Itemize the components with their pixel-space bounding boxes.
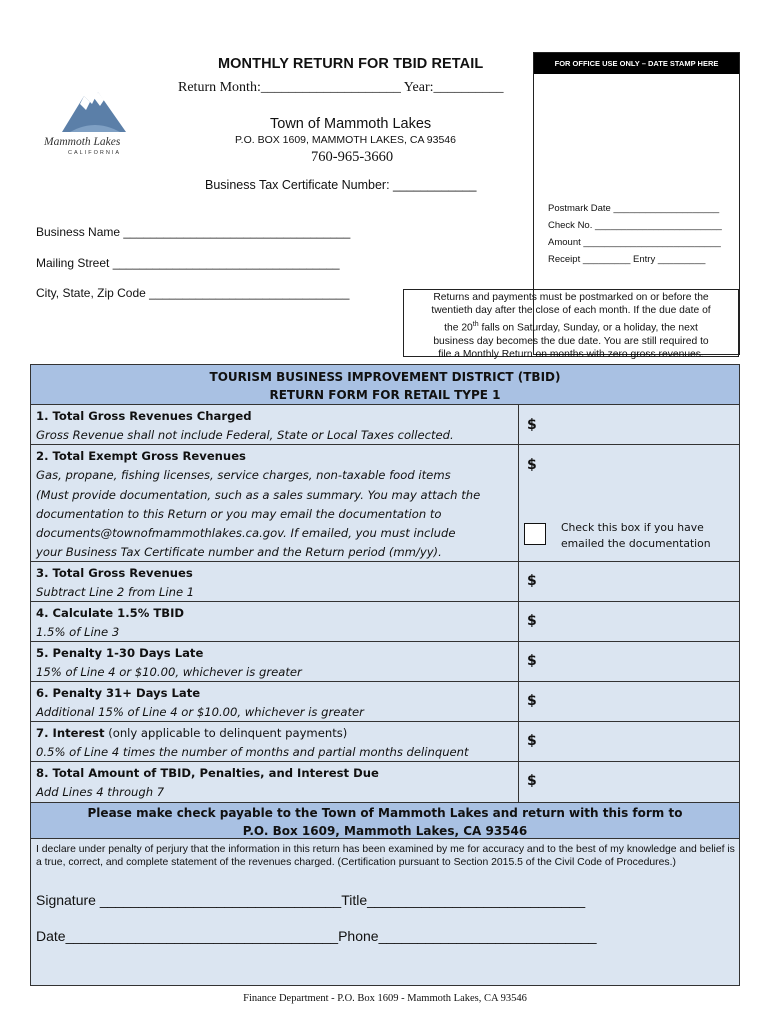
line-6-amount[interactable]: $: [527, 693, 537, 709]
line-desc: 15% of Line 4 or $10.00, whichever is greater: [36, 665, 302, 680]
notice-line: Returns and payments must be postmarked on or before the: [433, 292, 709, 303]
logo-state: CALIFORNIA: [68, 150, 122, 156]
form-heading-line2: RETURN FORM FOR RETAIL TYPE 1: [269, 388, 501, 402]
check-no-field[interactable]: Check No. ________________________: [548, 220, 722, 231]
line-8-amount[interactable]: $: [527, 773, 537, 789]
town-phone: 760-965-3660: [311, 149, 394, 165]
checkbox-label: Check this box if you have emailed the documentation: [561, 521, 711, 550]
date-phone-field[interactable]: Date___________________________________Phone____________________________: [36, 928, 597, 944]
declaration-text: I declare under penalty of perjury that the information in this return has been examined by me for accuracy and to the best of my knowledge and belief is a true, correct, and complete statement of the revenues charged. (Certification pursuant to Section 2015.5 of the Civil Code of Procedures.): [36, 844, 735, 869]
footer-address: Finance Department - P.O. Box 1609 - Mammoth Lakes, CA 93546: [243, 993, 527, 1004]
mammoth-lakes-logo: [40, 88, 152, 164]
notice-line: business day becomes the due date. You are still required to: [433, 335, 709, 347]
mailing-street-field[interactable]: Mailing Street __________________________________: [36, 256, 340, 270]
line-desc: Additional 15% of Line 4 or $10.00, whichever is greater: [36, 705, 364, 720]
town-name: Town of Mammoth Lakes: [270, 116, 432, 132]
line-label: 6. Penalty 31+ Days Late: [36, 686, 201, 700]
line-6-row: [31, 682, 739, 722]
payable-line1: Please make check payable to the Town of Mammoth Lakes and return with this form to: [87, 806, 683, 820]
line-1-row: [31, 405, 739, 445]
emailed-documentation-checkbox[interactable]: [524, 523, 546, 545]
line-label-suffix: (only applicable to delinquent payments): [104, 726, 348, 740]
amount-field[interactable]: Amount __________________________: [548, 237, 721, 248]
payable-instructions: [31, 802, 739, 839]
town-address: P.O. BOX 1609, MAMMOTH LAKES, CA 93546: [235, 134, 456, 146]
tbid-return-form: [30, 364, 740, 986]
notice-line: twentieth day after the close of each month. If the due date of: [431, 305, 711, 317]
signature-title-field[interactable]: Signature _______________________________Title____________________________: [36, 892, 586, 908]
notice-line: [404, 318, 738, 335]
form-heading-line1: TOURISM BUSINESS IMPROVEMENT DISTRICT (TBID): [209, 370, 561, 384]
line-label: 1. Total Gross Revenues Charged: [36, 409, 252, 423]
notice-sup: th: [472, 320, 479, 328]
line-label: 7. Interest: [36, 726, 105, 740]
line-desc: 0.5% of Line 4 times the number of months and partial months delinquent: [36, 745, 469, 760]
line-7-row: [31, 722, 739, 762]
notice-text: the 20: [444, 322, 473, 334]
postmark-date-field[interactable]: Postmark Date ____________________: [548, 203, 720, 214]
notice-line: file a Monthly Return on months with zero gross revenues.: [438, 349, 704, 361]
line-desc: documents@townofmammothlakes.ca.gov. If emailed, you must include: [36, 526, 456, 541]
line-label: 4. Calculate 1.5% TBID: [36, 606, 185, 620]
line-7-amount[interactable]: $: [527, 733, 537, 749]
receipt-entry-field[interactable]: Receipt _________ Entry _________: [548, 254, 706, 265]
line-3-row: [31, 562, 739, 602]
line-2-row: [31, 445, 739, 562]
business-name-field[interactable]: Business Name __________________________________: [36, 225, 351, 239]
line-desc: Subtract Line 2 from Line 1: [36, 585, 195, 600]
due-date-notice: [403, 289, 739, 361]
line-2-amount[interactable]: $: [527, 457, 537, 473]
logo-wordmark: Mammoth Lakes: [44, 136, 121, 148]
line-desc: (Must provide documentation, such as a sales summary. You may attach the: [36, 487, 481, 502]
line-label: 8. Total Amount of TBID, Penalties, and Interest Due: [36, 766, 379, 780]
office-use-heading: FOR OFFICE USE ONLY – DATE STAMP HERE: [534, 53, 739, 74]
form-heading: [31, 365, 739, 405]
city-state-zip-field[interactable]: City, State, Zip Code ______________________________: [36, 286, 350, 300]
line-5-amount[interactable]: $: [527, 653, 537, 669]
line-3-amount[interactable]: $: [527, 573, 537, 589]
line-desc: Gas, propane, fishing licenses, service charges, non-taxable food items: [36, 468, 451, 483]
return-month-year-field[interactable]: Return Month:____________________ Year:__________: [178, 80, 504, 95]
line-label: 3. Total Gross Revenues: [36, 566, 193, 580]
business-tax-certificate-field[interactable]: Business Tax Certificate Number: ____________: [205, 178, 477, 192]
notice-text: falls on Saturday, Sunday, or a holiday, the next: [478, 322, 698, 334]
line-label: 5. Penalty 1-30 Days Late: [36, 646, 204, 660]
line-desc: 1.5% of Line 3: [36, 625, 120, 640]
line-label: 2. Total Exempt Gross Revenues: [36, 449, 246, 463]
line-5-row: [31, 642, 739, 682]
payable-line2: P.O. Box 1609, Mammoth Lakes, CA 93546: [242, 824, 528, 838]
line-8-row: [31, 762, 739, 802]
line-1-amount[interactable]: $: [527, 417, 537, 433]
line-desc: documentation to this Return or you may email the documentation to: [36, 506, 442, 521]
line-desc: Add Lines 4 through 7: [36, 785, 165, 800]
line-desc: your Business Tax Certificate number and the Return period (mm/yy).: [36, 545, 442, 560]
line-desc: Gross Revenue shall not include Federal, State or Local Taxes collected.: [36, 428, 454, 443]
line-4-amount[interactable]: $: [527, 613, 537, 629]
form-title: MONTHLY RETURN FOR TBID RETAIL: [218, 56, 484, 72]
line-4-row: [31, 602, 739, 642]
